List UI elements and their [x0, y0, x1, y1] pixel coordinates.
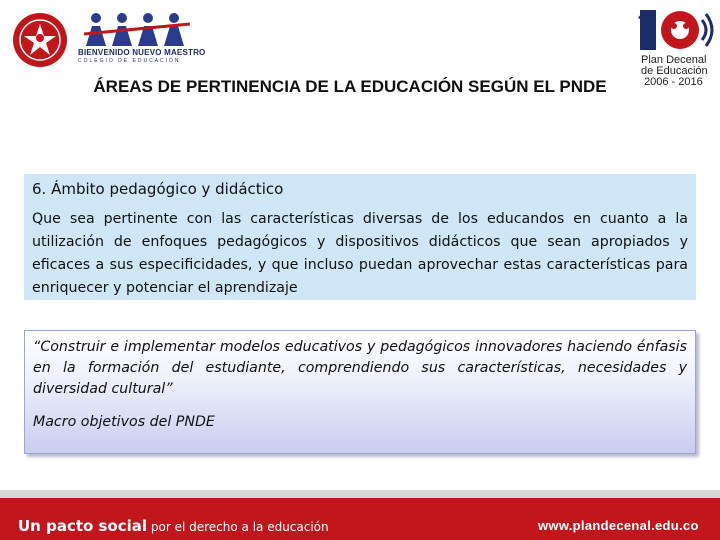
right-logo-years: 2006 - 2016 [644, 76, 703, 88]
people-figures-icon [82, 10, 192, 48]
footer-url-link[interactable]: www.plandecenal.edu.co [538, 518, 699, 533]
footer-bar [0, 490, 720, 540]
quote-text: “Construir e implementar modelos educativos y pedagógicos innovadores haciendo énfasis en la formación del estudiante, comprendiendo sus características, necesidades y diversidad cultural” [33, 339, 687, 397]
footer-slogan-bold: Un pacto social [18, 517, 148, 535]
section-heading: 6. Ámbito pedagógico y didáctico [32, 180, 284, 198]
right-logo-line2: de Educación [641, 65, 708, 77]
quote-box [24, 330, 696, 454]
colegio-logo-icon [12, 12, 68, 68]
quote-source: Macro objetivos del PNDE [33, 414, 215, 430]
footer-slogan-rest: por el derecho a la educación [147, 520, 329, 534]
footer-slogan [18, 516, 329, 535]
section-body: Que sea pertinente con las características diversas de los educandos en cuanto a la utilización de enfoques pedagógicos y dispositivos didácticos que sean apropiados y eficaces a sus especificidades, y que incluso puedan aprovechar estas características para enriquecer y potenciar el aprendizaje [32, 211, 688, 296]
page-title: ÁREAS DE PERTINENCIA DE LA EDUCACIÓN SEGÚN EL PNDE [93, 77, 607, 96]
section-box [24, 174, 696, 300]
left-logo-text: BIENVENIDO NUEVO MAESTRO [78, 48, 206, 57]
footer-band [0, 490, 720, 498]
left-logo-subtext: COLEGIO DE EDUCACIÓN [78, 58, 181, 64]
right-logo-line1: Plan Decenal [641, 54, 707, 66]
